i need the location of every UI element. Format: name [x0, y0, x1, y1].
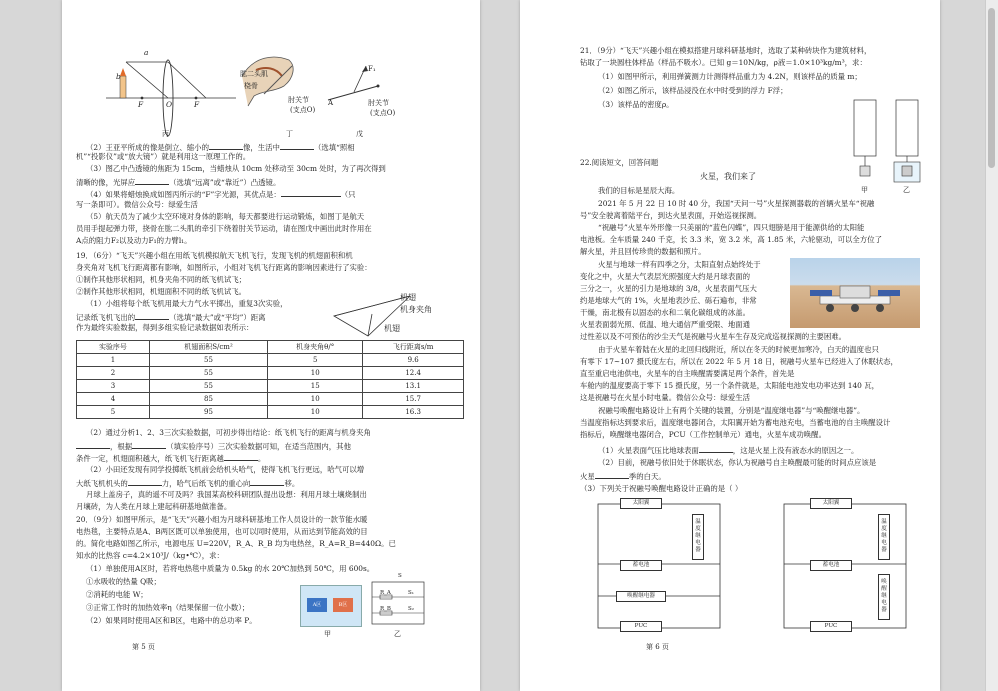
table-cell: 85: [149, 393, 267, 406]
table-cell: 10: [268, 367, 363, 380]
article-p1b: 号”安全驶离着陆平台，到达火星表面，开始巡视探测。: [580, 211, 762, 220]
q21-2: （2）如图乙所示，该样品浸没在水中时受到的浮力 F浮；: [598, 86, 788, 95]
lens-label-F1: F: [138, 100, 144, 109]
lever-F1-label: F₁: [368, 65, 376, 73]
article-p2c: 解火星，并且回传珍贵的数据和照片。: [580, 247, 706, 256]
lens-label-O: O: [166, 100, 173, 109]
q19-2: （2）通过分析1、2、3三次实验数据，可初步得出结论：纸飞机飞行的距离与机身夹角: [86, 428, 371, 437]
left-battery-box: 蓄电池: [620, 560, 662, 571]
table-cell: 12.4: [363, 367, 464, 380]
lens-diagram: [106, 46, 236, 126]
q22-3: （3）下列关于祝融号唤醒电路设计正确的是（ ）: [580, 484, 743, 493]
circuit-RA-label: R_A: [380, 590, 391, 596]
arm-joint-label: 肘关节: [288, 96, 309, 104]
article-title: 火星，我们来了: [700, 172, 756, 181]
table-cell: 15: [268, 380, 363, 393]
right-wake-relay-box: 唤醒继电器: [878, 574, 890, 620]
circuit-S-label: S: [398, 573, 402, 579]
table-cell: 16.3: [363, 406, 464, 419]
table-cell: 95: [149, 406, 267, 419]
fig-caption-bing: 丙: [162, 130, 169, 138]
arm-bone-label: 桡骨: [244, 82, 258, 90]
article-p3d: 约是地球大气的 1%，火星地表沙丘、砾石遍布，非常: [580, 296, 757, 305]
fig-caption-ding: 丁: [286, 130, 293, 138]
q22-2b: 火星 季的白天。: [580, 472, 666, 481]
table-cell: 55: [149, 367, 267, 380]
blanket-zone-a: A区: [307, 598, 327, 612]
vertical-scrollbar[interactable]: [985, 0, 998, 691]
rover-icon: [790, 258, 920, 328]
article-p5c: 指标后，唤醒继电器闭合，PCU（工作控制单元）通电，火星车成功唤醒。: [580, 430, 826, 439]
lever-joint-sub: (支点O): [370, 109, 396, 117]
q20-title-c: 的。简化电路如图乙所示，电源电压 U=220V，R_A、R_B 均为电热丝，R_A=R_B=440Ω。已: [76, 539, 396, 548]
table-cell: 5: [77, 406, 150, 419]
q21-title-b: 钻取了一块圆柱体样品（样品不吸水）。已知 g＝10N/kg，ρ液＝1.0×10³kg/m³，求：: [580, 58, 867, 67]
q19-2b: ，根据 （填实验序号）三次实验数据可知，在适当范围内，其他: [76, 440, 351, 453]
table-cell: 5: [268, 354, 363, 367]
table-cell: 13.1: [363, 380, 464, 393]
lever-A-label: A: [328, 99, 334, 107]
article-p2b: 电池板。全车质量 240 千克，长 3.3 米，宽 3.2 米，高 1.85 米，六轮驱动，可以全方位了: [580, 235, 882, 244]
page-6: [520, 0, 940, 691]
left-temp-relay-box: 温度继电器: [692, 514, 704, 560]
q19-3b: 大纸飞机机头的 力，哈气后纸飞机的重心向 移。: [76, 479, 300, 488]
left-solar-box: 太阳翼: [620, 498, 662, 509]
article-p4d: 车舱内的温度要高于零下 15 摄氏度，另一个条件就是，太阳能电池发电功率达到 140 瓦，: [580, 381, 879, 390]
q19-1c: 作为最终实验数据，得到多组实验记录数据如表所示：: [76, 323, 254, 332]
article-p3g: 过性差以及不可预估的沙尘天气是祝融号火星车生存及完成巡视探测的主要困难。: [580, 332, 847, 341]
article-p4c: 直至重启电池供电，火星车的自主唤醒需要满足两个条件，首先是: [580, 369, 795, 378]
lens-label-a: a: [144, 48, 149, 57]
table-cell: 10: [268, 406, 363, 419]
q18-5: （5）航天员为了减少太空环境对身体的影响，每天都要进行运动锻炼，如图丁是航天: [86, 212, 365, 221]
lever-joint-label: 肘关节: [368, 99, 389, 107]
q19-step2: ②制作其他形状相同，机翅面积不同的纸飞机试飞。: [76, 287, 246, 296]
article-p3: 火星与地球一样有四季之分，太阳直射点始终处于: [598, 260, 761, 269]
heater-circuit: [368, 578, 428, 628]
arm-muscle-label: 肱二头肌: [240, 70, 268, 78]
table-cell: 55: [149, 380, 267, 393]
table-cell: 3: [77, 380, 150, 393]
moon-intro: 月球上盖房子，真的遥不可及吗？我国某高校科研团队提出设想：利用月球土壤烧制出: [86, 490, 367, 499]
article-p4b: 有零下 17~107 摄氏度左右，所以在 2022 年 5 月 18 日，祝融号火星车已经进入了休眠状态，: [580, 357, 898, 366]
table-header: 飞行距离s/m: [363, 341, 464, 354]
left-pcu-box: PUC: [620, 621, 662, 632]
table-header: 机身夹角θ/°: [268, 341, 363, 354]
q18-2: （2）王亚平所成的像是倒立、缩小的 像，生活中 （选填“照相: [86, 143, 355, 152]
table-cell: 15.7: [363, 393, 464, 406]
right-solar-box: 太阳翼: [810, 498, 852, 509]
circuit-S1-label: S₁: [408, 590, 414, 596]
q20-1a: ①水吸收的热量 Q吸；: [86, 577, 161, 586]
q20-1b: ②消耗的电能 W；: [86, 590, 148, 599]
table-cell: 55: [149, 354, 267, 367]
q18-5c: A点的阻力F₂以及动力F₁的力臂l₁。: [76, 236, 192, 245]
circuit-RB-label: R_B: [380, 606, 391, 612]
table-row: [77, 380, 464, 393]
scrollbar-thumb[interactable]: [988, 8, 995, 168]
moon-intro-b: 月壤砖，为人类在月球上建起科研基地做准备。: [76, 502, 232, 511]
table-cell: 1: [77, 354, 150, 367]
q18-3: （3）图乙中凸透镜的焦距为 15cm，当蜡烛从 10cm 处移动至 30cm 处时，为了再次得到: [86, 164, 386, 173]
q20-2: （2）如果同时使用A区和B区，电路中的总功率 P。: [86, 616, 257, 625]
fig-caption-wu: 戊: [356, 130, 363, 138]
q18-3b: 清晰的像，光屏应 （选填“远离”或“靠近”）凸透镜。: [76, 178, 281, 187]
left-wake-relay-box: 唤醒继电器: [616, 591, 666, 602]
page-number-6: 第 6 页: [646, 643, 669, 651]
lens-label-b: b: [116, 72, 121, 81]
table-header: 实验序号: [77, 341, 150, 354]
mars-rover-photo: [790, 258, 920, 328]
q18-4: （4）如果将蜡烛换成如图丙所示的“F”字光源，其优点是： （只: [86, 190, 356, 199]
q20-1c: ③正常工作时的加热效率η（结果保留一位小数）；: [86, 603, 250, 612]
blanket-zone-b: B区: [333, 598, 353, 612]
page-number-5: 第 5 页: [132, 643, 155, 651]
table-cell: 9.6: [363, 354, 464, 367]
q18-2b: 机”“投影仪”或“放大镜”）就是利用这一原理工作的。: [76, 152, 251, 161]
article-p1: 2021 年 5 月 22 日 10 时 40 分，我国“天问一号”火星探测器载的首辆火星车“祝融: [598, 199, 875, 208]
q19-1b: 记录纸飞机飞出的 （选填“最大”或“平均”）距离: [76, 313, 266, 322]
plane-label-wing2: 机翅: [384, 324, 400, 333]
q18-5b: 员用手提起弹力带，挠骨在肱二头肌的牵引下绕着肘关节运动，请在图戊中画出此时作用在: [76, 224, 372, 233]
q19-2c: 条件一定，机翅面积越大，纸飞机飞行距离越 。: [76, 454, 266, 463]
table-row: [77, 406, 464, 419]
plane-label-wing: 机翅: [400, 293, 416, 302]
table-header-row: [77, 341, 464, 354]
q22-title: 22.阅读短文，回答问题: [580, 158, 659, 167]
q18-4b: 写一条即可）。微信公众号：绿爱生活: [76, 200, 198, 209]
table-cell: 2: [77, 367, 150, 380]
table-row: [77, 354, 464, 367]
article-p4: 由于火星车着陆在火星的北回归线附近，所以在冬天的时候更加寒冷，白天的温度也只: [598, 345, 879, 354]
fig-caption-yi: 乙: [394, 630, 401, 638]
article-p5: 祝融号唤醒电路设计上有两个关键的装置，分别是“温度继电器”与“唤醒继电器”。: [598, 406, 865, 415]
table-cell: 10: [268, 393, 363, 406]
arm-joint-sub: (支点O): [290, 106, 316, 114]
article-p5b: 当温度指标达到要求后，温度继电器闭合，太阳翼开始为蓄电池充电，当蓄电池的自主唤醒设计: [580, 418, 891, 427]
q19-title-b: 身夹角对飞机飞行距离都有影响，如图所示，小组对飞机飞行距离的影响因素进行了实验：: [76, 263, 372, 272]
article-p3f: 火星表面弱光照、低温、地大通信严重受限、地面通: [580, 320, 750, 329]
right-battery-box: 蓄电池: [810, 560, 852, 571]
fig-caption-jia-6: 甲: [861, 186, 868, 194]
article-p0: 我们的目标是星辰大海。: [598, 186, 680, 195]
right-temp-relay-box: 温度继电器: [878, 514, 890, 560]
article-p3c: 三分之一，火星的引力是地球的 3/8，火星表面气压大: [580, 284, 757, 293]
article-p3b: 变化之中，火星大气表层光照强度大约是月球表面的: [580, 272, 750, 281]
experiment-table: [76, 340, 464, 419]
q19-step1: ①制作其他形状相同，机身夹角不同的纸飞机试飞；: [76, 275, 246, 284]
q22-2: （2）目前，祝融号依旧处于休眠状态，你认为祝融号自主唤醒最可能的时间点应该是: [598, 458, 877, 467]
q20-title: 20．（9分）如图甲所示，是“飞天”兴趣小组为月球科研基地工作人员设计的一款节能水暖: [76, 515, 368, 524]
q20-1: （1）单独使用A区时，若将电热毯中质量为 0.5kg 的水 20℃加热到 50℃，用 600s。: [86, 564, 375, 573]
article-p3e: 干燥，南北极有以固态的水和二氧化碳组成的冰盖。: [580, 308, 750, 317]
q20-title-d: 知水的比热容 c=4.2×10³J/（kg•℃），求：: [76, 551, 224, 560]
q20-title-b: 电热毯，主要特点是A、B两区既可以单独使用，也可以同时使用，从而达到节能高效的目: [76, 527, 368, 536]
q22-1: （1）火星表面气压比地球表面 ，这是火星上没有液态水的原因之一。: [598, 446, 859, 455]
spring-scale-diagram: [850, 96, 930, 186]
q19-3: （2）小田还发现有同学投掷纸飞机前会给机头哈气，使得飞机飞行更远，哈气可以增: [86, 465, 365, 474]
table-cell: 4: [77, 393, 150, 406]
table-header: 机翅面积S/cm²: [149, 341, 267, 354]
lens-label-F2: F: [194, 100, 200, 109]
right-pcu-box: PUC: [810, 621, 852, 632]
q21-1: （1）如图甲所示，利用弹簧测力计测得样品重力为 4.2N，则该样品的质量 m；: [598, 72, 862, 81]
q21-3: （3）该样品的密度ρ。: [598, 100, 674, 109]
q19-title: 19．（6分）“飞天”兴趣小组在用纸飞机模拟航天飞机飞行，发现飞机的机翅面积和机: [76, 251, 353, 260]
q19-1: （1）小组将每个纸飞机用最大力气水平掷出，重复3次实验，: [86, 299, 288, 308]
plane-label-angle: 机身夹角: [400, 305, 432, 314]
article-p4e: 这是祝融号在火星小时电量。微信公众号：绿爱生活: [580, 393, 750, 402]
fig-caption-yi-6: 乙: [903, 186, 910, 194]
circuit-S2-label: S₂: [408, 606, 414, 612]
table-row: [77, 393, 464, 406]
article-p2: “祝融号”火星车外形像一只美丽的“蓝色闪蝶”，四只翅膀是用于能源供给的太阳能: [598, 223, 865, 232]
table-row: [77, 367, 464, 380]
blanket-image: [300, 585, 362, 627]
q21-title: 21．（9分）“飞天”兴趣小组在模拟搭建月球科研基地时，选取了某种砖块作为建筑材料，: [580, 46, 872, 55]
page-5: [62, 0, 480, 691]
fig-caption-jia: 甲: [324, 630, 331, 638]
